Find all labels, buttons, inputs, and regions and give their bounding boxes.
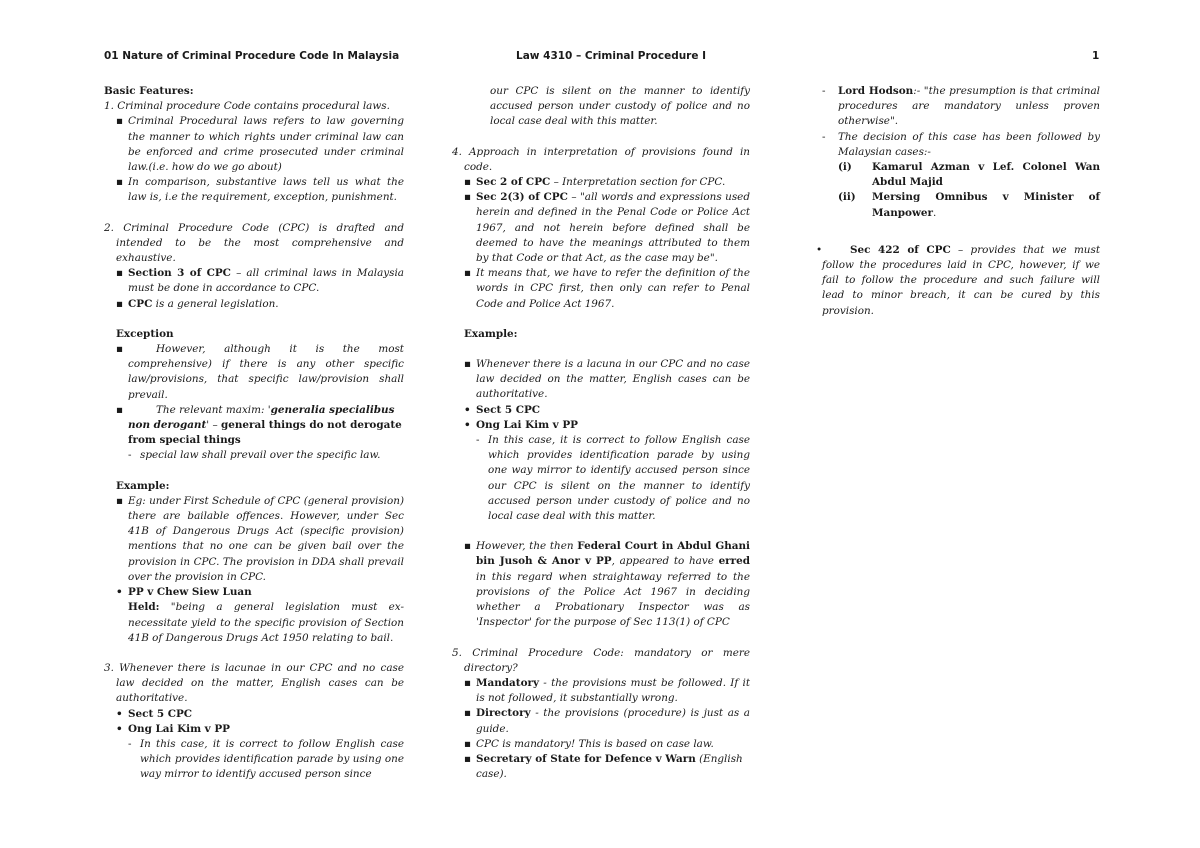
list-item: ▪ Sec 2 of CPC – Interpretation section for CPC. [464, 176, 726, 189]
list-item: ▪ Criminal Procedural laws refers to law governing the manner to which rights under criminal law can be enforced and crime prosecuted under criminal law.(i.e. how do we go about) [116, 115, 404, 174]
sec-422-paragraph: • Sec 422 of CPC – provides that we must follow the procedures laid in CPC, however, if we fail to follow the procedure and such failure will lead to minor breach, it can be cured by this provision. [816, 243, 1100, 317]
heading-exception: Exception [116, 327, 174, 340]
list-item: - In this case, it is correct to follow English case which provides identification parade by using one way mirror to identify accused person since [128, 737, 404, 781]
point-1: 1. Criminal procedure Code contains procedural laws. [104, 100, 390, 113]
list-item: ▪ Directory - the provisions (procedure) is just as a guide. [464, 707, 750, 735]
held-text: Held: "being a general legislation must ex-necessitate yield to the specific provision of Section 41B of Dangerous Drugs Act 1950 relating to bail. [128, 601, 404, 644]
case-item: (ii) Mersing Omnibus v Minister of Manpower. [838, 191, 1100, 219]
list-item: • Ong Lai Kim v PP [116, 722, 230, 735]
point-3: 3. Whenever there is lacunae in our CPC and no case law decided on the matter, English cases can be authoritative. [104, 661, 404, 705]
list-item: • PP v Chew Siew Luan [116, 586, 252, 599]
list-item: ▪ Section 3 of CPC – all criminal laws in Malaysia must be done in accordance to CPC. [116, 267, 404, 295]
point-2: 2. Criminal Procedure Code (CPC) is drafted and intended to be the most comprehensive and exhaustive. [104, 221, 404, 265]
continued-text: our CPC is silent on the manner to identify accused person under custody of police and no local case deal with this matter. [490, 85, 750, 128]
list-item: ▪ However, the then Federal Court in Abdul Ghani bin Jusoh & Anor v PP, appeared to have erred in this regard when straightaway referred to the provisions of the Police Act 1967 in deciding whether a Probationary Inspector was as 'Inspector' for the purpose of Sec 113(1) of CPC [464, 540, 750, 629]
header-course: Law 4310 – Criminal Procedure I [516, 50, 707, 62]
column-2 [452, 84, 750, 782]
heading-example: Example: [464, 327, 518, 340]
list-item: - special law shall prevail over the specific law. [128, 449, 381, 462]
list-item: • Ong Lai Kim v PP [464, 418, 578, 431]
list-item: ▪ In comparison, substantive laws tell us what the law is, i.e the requirement, exception, punishment. [116, 176, 404, 204]
heading-example: Example: [116, 479, 170, 492]
case-item: (i) Kamarul Azman v Lef. Colonel Wan Abdul Majid [838, 161, 1100, 189]
list-item: ▪ Eg: under First Schedule of CPC (general provision) there are bailable offences. However, under Sec 41B of Dangerous Drugs Act (specific provision) mentions that no one can be given bail over the provision in CPC. The provision in DDA shall prevail over the provision in CPC. [116, 494, 404, 583]
list-item: - Lord Hodson:- "the presumption is that criminal procedures are mandatory unless proven otherwise". [822, 85, 1100, 128]
column-3 [816, 84, 1100, 319]
list-item: ▪ Sec 2(3) of CPC – "all words and expressions used herein and defined in the Penal Code or Police Act 1967, and not herein before defined shall be deemed to have the meanings attributed to them by that Code or that Act, as the case may be". [464, 191, 750, 265]
page-number: 1 [1092, 50, 1100, 62]
point-4: 4. Approach in interpretation of provisions found in code. [452, 145, 750, 173]
list-item: ▪ CPC is mandatory! This is based on case law. [464, 737, 714, 750]
list-item: ▪ Whenever there is a lacuna in our CPC and no case law decided on the matter, English cases can be authoritative. [464, 358, 750, 401]
column-1 [104, 84, 404, 783]
header-title: 01 Nature of Criminal Procedure Code In Malaysia [104, 50, 400, 62]
list-item: ▪ The relevant maxim: 'generalia specialibus non derogant' – general things do not derogate from special things [116, 403, 402, 447]
list-item: - The decision of this case has been followed by Malaysian cases:- [822, 130, 1100, 158]
list-item: • Sect 5 CPC [116, 707, 193, 720]
list-item: - In this case, it is correct to follow English case which provides identification parade by using one way mirror to identify accused person since our CPC is silent on the manner to identify accused person under custody of police and no local case deal with this matter. [476, 434, 750, 523]
list-item: ▪ Secretary of State for Defence v Warn (English case). [464, 752, 743, 781]
list-item: • Sect 5 CPC [464, 403, 541, 416]
heading-basic-features: Basic Features: [104, 85, 194, 97]
list-item: ▪ However, although it is the most comprehensive) if there is any other specific law/provisions, that specific law/provision shall prevail. [116, 343, 404, 401]
list-item: ▪ CPC is a general legislation. [116, 297, 279, 310]
list-item: ▪ Mandatory - the provisions must be followed. If it is not followed, it substantially wrong. [464, 676, 750, 705]
point-5: 5. Criminal Procedure Code: mandatory or mere directory? [452, 646, 750, 674]
list-item: ▪ It means that, we have to refer the definition of the words in CPC first, then only can refer to Penal Code and Police Act 1967. [464, 267, 750, 310]
